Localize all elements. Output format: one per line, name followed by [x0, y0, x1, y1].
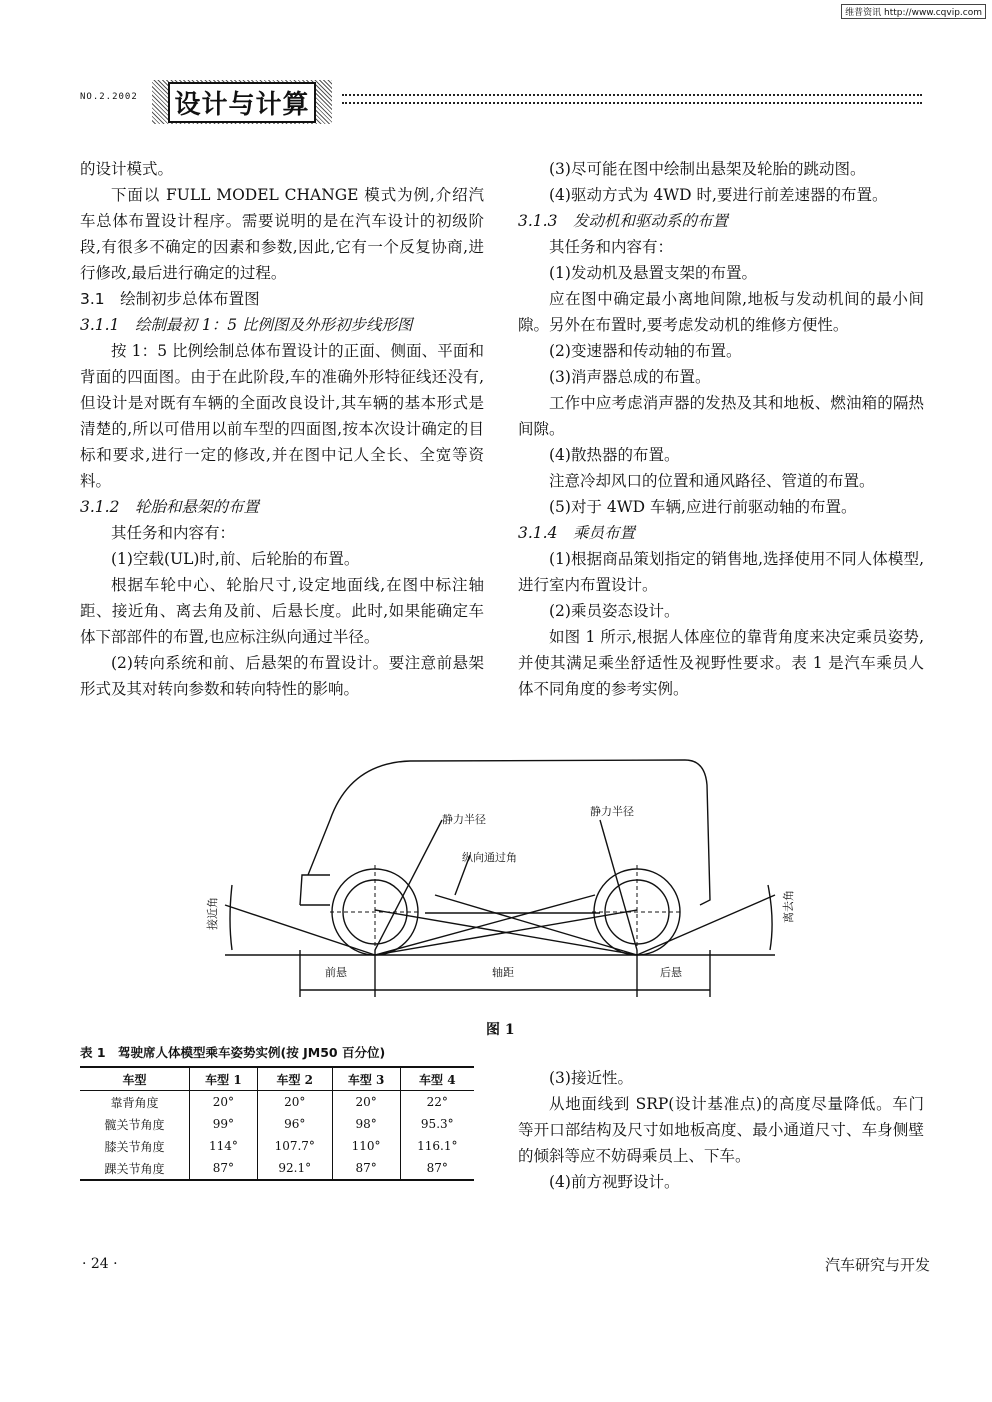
label-approach-angle: 接近角	[206, 897, 219, 930]
label-static-radius-rear: 静力半径	[590, 805, 634, 818]
header-rule	[342, 94, 922, 104]
section-heading: 3.1.4 乘员布置	[518, 524, 635, 542]
table-cell: 踝关节角度	[104, 1161, 165, 1176]
figure-caption: 图 1	[486, 1022, 515, 1038]
paragraph: (1)根据商品策划指定的销售地,选择使用不同人体模型,进行室内布置设计。	[518, 550, 924, 594]
label-wheelbase: 轴距	[492, 966, 514, 979]
table-cell: 20°	[189, 1091, 257, 1114]
paragraph: (4)散热器的布置。	[549, 446, 680, 464]
paragraph: 工作中应考虑消声器的发热及其和地板、燃油箱的隔热间隙。	[518, 394, 924, 438]
paragraph: (2)变速器和传动轴的布置。	[549, 342, 742, 360]
table-cell: 99°	[189, 1113, 257, 1135]
section-heading: 3.1.2 轮胎和悬架的布置	[80, 498, 259, 516]
table-header-cell: 车型 2	[257, 1067, 332, 1091]
table-cell: 95.3°	[400, 1113, 474, 1135]
paragraph: (2)转向系统和前、后悬架的布置设计。要注意前悬架形式及其对转向参数和转向特性的影响。	[80, 654, 484, 698]
table-title: 表 1 驾驶席人体模型乘车姿势实例(按 JM50 百分位)	[80, 1045, 386, 1060]
static-radius-front-leader	[375, 820, 442, 950]
journal-name: 汽车研究与开发	[824, 1256, 930, 1274]
table-cell: 87°	[189, 1157, 257, 1180]
table-row	[80, 1113, 474, 1135]
table-header-cell: 车型	[122, 1072, 147, 1087]
table-cell: 20°	[332, 1091, 400, 1114]
paragraph: (3)接近性。	[549, 1069, 633, 1087]
table-header-cell: 车型 4	[400, 1067, 474, 1091]
departure-angle-arc	[768, 885, 772, 950]
section-heading: 3.1 绘制初步总体布置图	[80, 290, 260, 308]
paragraph: (3)消声器总成的布置。	[549, 368, 711, 386]
table-row	[80, 1157, 474, 1180]
section-logo-text: 设计与计算	[168, 82, 315, 123]
table-row	[80, 1091, 474, 1114]
label-ramp-angle: 纵向通过角	[462, 851, 517, 864]
table-cell: 96°	[257, 1113, 332, 1135]
label-departure-angle: 离去角	[782, 890, 795, 923]
paragraph: (1)发动机及悬置支架的布置。	[549, 264, 757, 282]
paragraph: 注意冷却风口的位置和通风路径、管道的布置。	[549, 472, 875, 490]
vehicle-layout-figure	[180, 745, 800, 1015]
paragraph: 如图 1 所示,根据人体座位的靠背角度来决定乘员姿势,并使其满足乘坐舒适性及视野性要求。表 1 是汽车乘员人体不同角度的参考实例。	[518, 628, 924, 698]
table-cell: 87°	[400, 1157, 474, 1180]
car-front-lower	[300, 875, 330, 905]
table-cell: 髋关节角度	[104, 1117, 165, 1132]
paragraph: (4)驱动方式为 4WD 时,要进行前差速器的布置。	[549, 186, 888, 204]
paragraph: (3)尽可能在图中绘制出悬架及轮胎的跳动图。	[549, 160, 866, 178]
paragraph: (2)乘员姿态设计。	[549, 602, 680, 620]
watermark: 维普资讯 http://www.cqvip.com	[841, 4, 986, 19]
table-cell: 107.7°	[257, 1135, 332, 1157]
paragraph: 从地面线到 SRP(设计基准点)的高度尽量降低。车门等开口部结构及尺寸如地板高度、最小通道尺寸、车身侧壁的倾斜等应不妨碍乘员上、下车。	[518, 1095, 924, 1165]
section-heading: 3.1.1 绘制最初 1：5 比例图及外形初步线形图	[80, 316, 413, 334]
table-header-row	[80, 1067, 474, 1091]
paragraph: 根据车轮中心、轮胎尺寸,设定地面线,在图中标注轴距、接近角、离去角及前、后悬长度。此时,如果能确定车体下部部件的布置,也应标注纵向通过半径。	[80, 576, 484, 646]
table-cell: 22°	[400, 1091, 474, 1114]
table-cell: 87°	[332, 1157, 400, 1180]
table-cell: 92.1°	[257, 1157, 332, 1180]
section-heading: 3.1.3 发动机和驱动系的布置	[518, 212, 728, 230]
paragraph: 按 1：5 比例绘制总体布置设计的正面、侧面、平面和背面的四面图。由于在此阶段,车的准确外形特征线还没有,但设计是对既有车辆的全面改良设计,其车辆的基本形式是清楚的,所以可借用以前车型的四面图,按本次设计确定的目标和要求,进行一定的修改,并在图中记人全长、全宽等资料。	[80, 342, 484, 490]
paragraph: 其任务和内容有：	[111, 524, 236, 542]
table-cell: 98°	[332, 1113, 400, 1135]
left-column	[80, 156, 484, 702]
label-rear-overhang: 后悬	[660, 966, 682, 979]
paragraph: 的设计模式。	[80, 160, 174, 178]
static-radius-rear-leader	[600, 820, 637, 950]
page-number: · 24 ·	[82, 1256, 118, 1272]
departure-angle-line	[637, 895, 775, 955]
right-column	[518, 156, 924, 702]
section-logo	[152, 80, 332, 124]
table-cell: 20°	[257, 1091, 332, 1114]
issue-code: NO.2.2002	[80, 92, 138, 102]
bottom-right-column	[518, 1065, 924, 1195]
table-cell: 114°	[189, 1135, 257, 1157]
table-cell: 110°	[332, 1135, 400, 1157]
table-cell: 膝关节角度	[104, 1139, 165, 1154]
table-row	[80, 1135, 474, 1157]
ramp-angle-line-1	[375, 895, 595, 955]
table-header-cell: 车型 3	[332, 1067, 400, 1091]
posture-table	[80, 1066, 474, 1181]
approach-angle-arc	[230, 885, 232, 950]
label-static-radius-front: 静力半径	[442, 813, 486, 826]
paragraph: (1)空载(UL)时,前、后轮胎的布置。	[111, 550, 360, 568]
table-header-cell: 车型 1	[189, 1067, 257, 1091]
paragraph: 应在图中确定最小离地间隙,地板与发动机间的最小间隙。另外在布置时,要考虑发动机的维修方便性。	[518, 290, 924, 334]
label-front-overhang: 前悬	[325, 966, 347, 979]
table-cell: 116.1°	[400, 1135, 474, 1157]
paragraph: 其任务和内容有：	[549, 238, 674, 256]
paragraph: (5)对于 4WD 车辆,应进行前驱动轴的布置。	[549, 498, 857, 516]
table-cell: 靠背角度	[110, 1095, 159, 1110]
paragraph: (4)前方视野设计。	[549, 1173, 680, 1191]
paragraph: 下面以 FULL MODEL CHANGE 模式为例,介绍汽车总体布置设计程序。需要说明的是在汽车设计的初级阶段,有很多不确定的因素和参数,因此,它有一个反复协商,进行修改,最后进行确定的过程。	[80, 186, 484, 282]
